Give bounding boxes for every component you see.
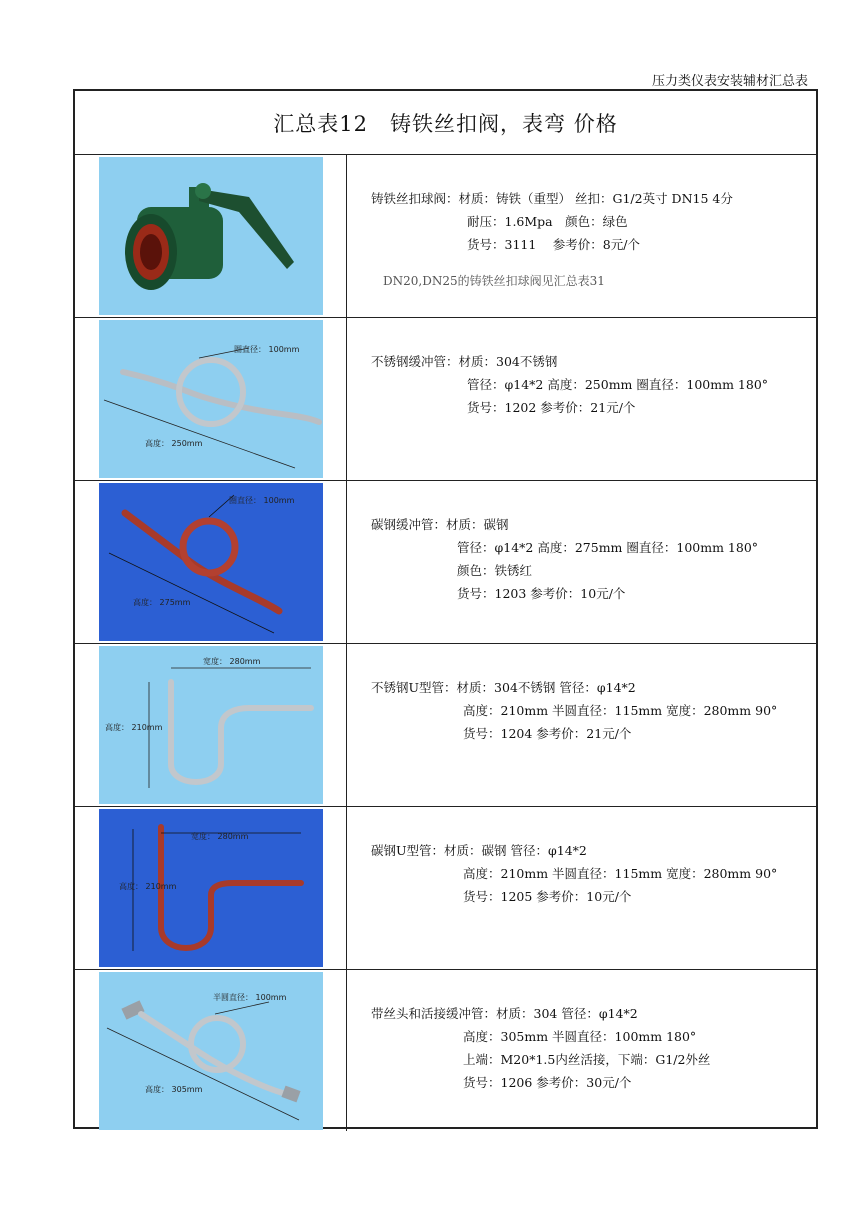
item-line: 碳钢U型管：材质：碳钢 管径：φ14*2 (371, 843, 587, 858)
item-line: 带丝头和活接缓冲管：材质：304 管径：φ14*2 (371, 1006, 638, 1021)
buffer-pipe-illustration (99, 972, 323, 1130)
table-row (75, 481, 816, 644)
fitted-buffer-pipe-image (99, 972, 323, 1130)
item-line: 管径：φ14*2 高度：250mm 圈直径：100mm 180° (467, 377, 769, 392)
table-title: 汇总表12 铸铁丝扣阀，表弯 价格 (75, 91, 816, 155)
dim-label-height: 高度： 250mm (145, 439, 203, 448)
header-note: 压力类仪表安装辅材汇总表 (651, 74, 808, 89)
item-line: 货号：3111 参考价：8元/个 (467, 237, 640, 252)
item-line: 上端：M20*1.5内丝活接，下端：G1/2外丝 (463, 1052, 711, 1067)
item-description (347, 970, 816, 1131)
item-line: 不锈钢U型管：材质：304不锈钢 管径：φ14*2 (371, 680, 636, 695)
item-line: 管径：φ14*2 高度：275mm 圈直径：100mm 180° (457, 540, 759, 555)
image-cell (75, 318, 347, 480)
ball-valve-illustration (99, 157, 323, 315)
carbon-u-pipe-image (99, 809, 323, 967)
item-line: 高度：210mm 半圆直径：115mm 宽度：280mm 90° (463, 703, 778, 718)
item-line: 颜色：铁锈红 (457, 563, 533, 578)
dim-label-diameter: 圈直径： 100mm (234, 345, 300, 354)
ball-valve-image (99, 157, 323, 315)
item-description (347, 807, 816, 969)
table-row (75, 155, 816, 318)
dim-label-width: 宽度： 280mm (191, 832, 249, 841)
item-line: 货号：1204 参考价：21元/个 (463, 726, 632, 741)
item-note: DN20,DN25的铸铁丝扣球阀见汇总表31 (383, 274, 605, 288)
item-description (347, 644, 816, 806)
item-line: 货号：1206 参考价：30元/个 (463, 1075, 632, 1090)
buffer-pipe-illustration (99, 483, 323, 641)
dim-label-height: 高度： 305mm (145, 1085, 203, 1094)
item-line: 高度：210mm 半圆直径：115mm 宽度：280mm 90° (463, 866, 778, 881)
table-row (75, 970, 816, 1131)
image-cell (75, 644, 347, 806)
item-line: 耐压：1.6Mpa 颜色：绿色 (467, 214, 628, 229)
item-line: 不锈钢缓冲管：材质：304不锈钢 (371, 354, 558, 369)
item-description (347, 155, 816, 317)
image-cell (75, 970, 347, 1131)
item-line: 货号：1203 参考价：10元/个 (457, 586, 626, 601)
dim-label-diameter: 圈直径： 100mm (229, 496, 295, 505)
u-pipe-illustration (99, 809, 323, 967)
item-line: 铸铁丝扣球阀：材质：铸铁（重型） 丝扣：G1/2英寸 DN15 4分 (371, 191, 733, 206)
item-description (347, 481, 816, 643)
carbon-buffer-pipe-image (99, 483, 323, 641)
item-description (347, 318, 816, 480)
image-cell (75, 481, 347, 643)
item-line: 货号：1205 参考价：10元/个 (463, 889, 632, 904)
dim-label-diameter: 半圆直径： 100mm (213, 993, 287, 1002)
table-row (75, 807, 816, 970)
item-line: 货号：1202 参考价：21元/个 (467, 400, 636, 415)
dim-label-height: 高度： 275mm (133, 598, 191, 607)
table-row (75, 644, 816, 807)
dim-label-width: 宽度： 280mm (203, 657, 261, 666)
dim-label-height: 高度： 210mm (105, 723, 163, 732)
item-line: 碳钢缓冲管：材质：碳钢 (371, 517, 509, 532)
dim-label-height: 高度： 210mm (119, 882, 177, 891)
summary-table (73, 89, 818, 1129)
table-row (75, 318, 816, 481)
image-cell (75, 155, 347, 317)
u-pipe-illustration (99, 646, 323, 804)
stainless-u-pipe-image (99, 646, 323, 804)
item-line: 高度：305mm 半圆直径：100mm 180° (463, 1029, 697, 1044)
buffer-pipe-illustration (99, 320, 323, 478)
image-cell (75, 807, 347, 969)
stainless-buffer-pipe-image (99, 320, 323, 478)
